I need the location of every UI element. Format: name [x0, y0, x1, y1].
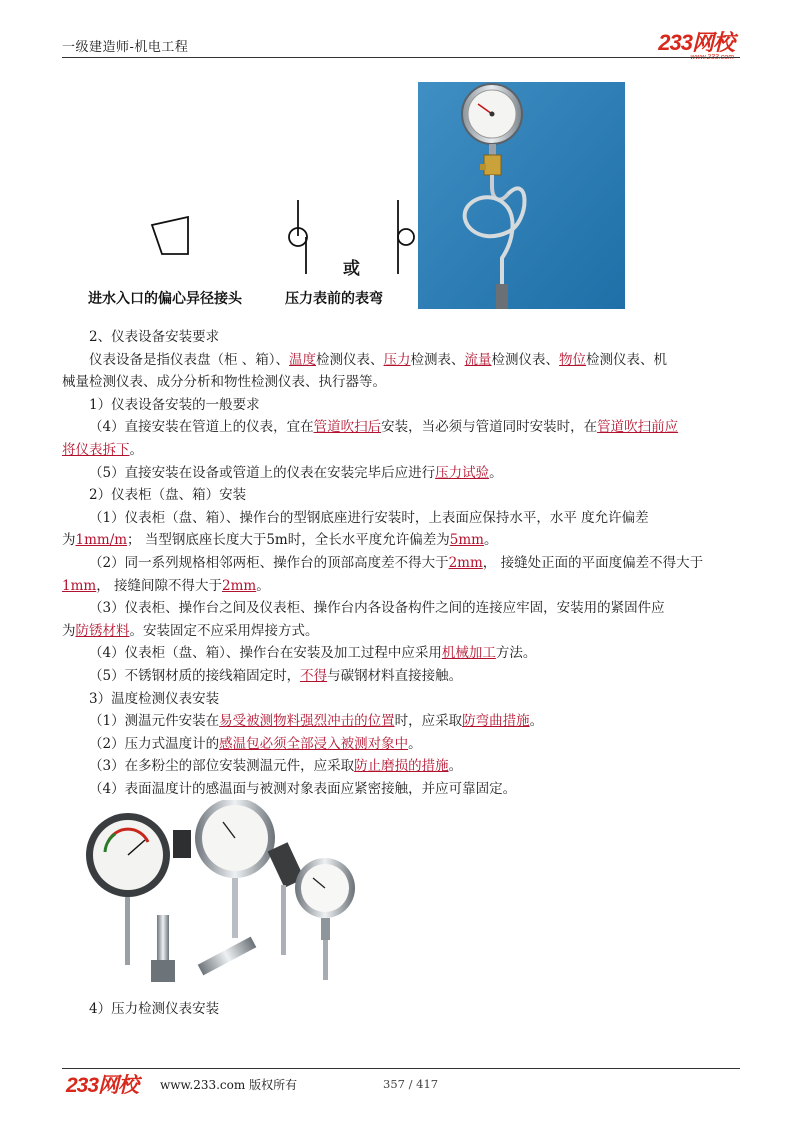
list-item: （1）仪表柜（盘、箱）、操作台的型钢底座进行安装时，上表面应保持水平，水平 度允许偏差: [89, 509, 649, 526]
text-run: 。: [129, 441, 143, 458]
subsection-title: 2）仪表柜（盘、箱）安装: [89, 487, 247, 504]
thermometer-photo: [85, 800, 357, 990]
text-run: 。: [483, 532, 498, 549]
text-run: （5）不锈钢材质的接线箱固定时，: [89, 667, 301, 684]
brand-logo: [658, 26, 734, 61]
subsection-title: 1）仪表设备安装的一般要求: [89, 396, 260, 413]
text-run: 。: [529, 713, 544, 730]
text-run: （4）仪表柜（盘、箱）、操作台在安装及加工过程中应采用: [89, 645, 442, 662]
keyword-highlight: 温度: [289, 351, 317, 368]
caption-eccentric-reducer: 进水入口的偏心异径接头: [88, 291, 242, 307]
keyword-highlight: 防止磨损的措施: [354, 758, 449, 775]
text-run: ， 接缝处正面的平面度偏差不得大于: [482, 554, 704, 571]
list-item: （3）仪表柜、操作台之间及仪表柜、操作台内各设备构件之间的连接应牢固，安装用的紧固件应: [89, 600, 665, 617]
text-run: 安装，当必须与管道同时安装时，在: [381, 419, 598, 436]
intro-paragraph: [62, 349, 740, 372]
keyword-highlight: 管道吹扫后: [313, 419, 382, 436]
keyword-highlight: 不得: [300, 667, 328, 684]
text-run: 检测表、: [410, 351, 465, 368]
text-run: 。: [489, 464, 503, 481]
list-item-continuation: [62, 575, 740, 598]
list-item: （4）表面温度计的感温面与被测对象表面应紧密接触，并应可靠固定。: [89, 780, 517, 797]
intro-paragraph-line2: 械量检测仪表、成分分析和物性检测仪表、执行器等。: [62, 374, 386, 391]
figure-pressure-gauge: [80, 82, 550, 312]
keyword-highlight: 防弯曲措施: [462, 713, 530, 730]
keyword-highlight: 压力: [383, 351, 411, 368]
header-title: 一级建造师-机电工程: [62, 40, 189, 55]
text-run: 检测仪表、: [316, 351, 384, 368]
list-item: [62, 710, 740, 733]
header-divider: [62, 57, 740, 58]
text-run: （2）同一系列规格相邻两柜、操作台的顶部高度差不得大于: [89, 554, 449, 571]
list-item: [62, 416, 740, 439]
footer-logo: 233网校: [66, 1074, 139, 1097]
section-title: 2、仪表设备安装要求: [89, 329, 220, 345]
keyword-highlight: 将仪表拆下: [62, 441, 130, 458]
text-run: 为: [62, 532, 76, 549]
document-body: [62, 326, 740, 800]
text-run: （5）直接安装在设备或管道上的仪表在安装完毕后应进行: [89, 464, 436, 481]
text-run: 检测仪表、机: [586, 351, 668, 368]
footer-copyright: www.233.com 版权所有: [160, 1078, 298, 1092]
keyword-highlight: 流量: [464, 351, 492, 368]
page-number: 357 / 417: [383, 1077, 439, 1091]
keyword-highlight: 易受被测物料强烈冲击的位置: [219, 713, 395, 730]
text-run: 方法。: [495, 645, 537, 662]
text-run: （4）直接安装在管道上的仪表，宜在: [89, 419, 314, 436]
text-run: （2）压力式温度计的: [89, 735, 220, 752]
text-run: 。安装固定不应采用焊接方式。: [129, 622, 319, 639]
text-run: 为: [62, 622, 76, 639]
pressure-gauge-photo: [418, 82, 625, 309]
text-run: 。: [408, 735, 422, 752]
text-run: ， 接缝间隙不得大于: [96, 577, 222, 594]
list-item: [62, 665, 740, 688]
text-run: 与碳钢材料直接接触。: [327, 667, 463, 684]
keyword-highlight: 5mm: [449, 532, 484, 549]
page-header: [62, 26, 738, 58]
footer-divider: [62, 1068, 740, 1069]
text-run: 。: [256, 577, 270, 594]
keyword-highlight: 2mm: [448, 554, 483, 571]
text-run: 。: [448, 758, 463, 775]
keyword-highlight: 管道吹扫前应: [597, 419, 679, 436]
logo-text: 233网校: [658, 30, 734, 55]
list-item-continuation: [62, 439, 740, 462]
caption-gauge-siphon: 压力表前的表弯: [285, 291, 383, 307]
list-item: [62, 755, 740, 778]
list-item: [62, 552, 740, 575]
list-item: [62, 642, 740, 665]
keyword-highlight: 机械加工: [441, 645, 496, 662]
pipe-symbols-illustration: [80, 182, 420, 282]
text-run: （1）测温元件安装在: [89, 713, 220, 730]
list-item-continuation: [62, 620, 740, 643]
keyword-highlight: 防锈材料: [75, 622, 130, 639]
keyword-highlight: 1mm/m: [75, 532, 128, 549]
keyword-highlight: 压力试验: [435, 464, 490, 481]
list-item-continuation: [62, 529, 740, 552]
subsection-title: 4）压力检测仪表安装: [89, 1001, 220, 1017]
text-run: 时，应采取: [394, 713, 463, 730]
list-item: [62, 733, 740, 756]
keyword-highlight: 1mm: [62, 577, 97, 594]
or-label: 或: [343, 259, 360, 279]
keyword-highlight: 感温包必须全部浸入被测对象中: [219, 735, 409, 752]
text-run: 仪表设备是指仪表盘（柜 、箱）、: [89, 351, 290, 368]
keyword-highlight: 物位: [559, 351, 587, 368]
list-item: [62, 462, 740, 485]
subsection-title: 3）温度检测仪表安装: [89, 690, 220, 707]
keyword-highlight: 2mm: [222, 577, 257, 594]
text-run: （3）在多粉尘的部位安装测温元件，应采取: [89, 758, 355, 775]
text-run: 检测仪表、: [491, 351, 560, 368]
text-run: ； 当型钢底座长度大于5m时，全长水平度允许偏差为: [127, 532, 450, 549]
